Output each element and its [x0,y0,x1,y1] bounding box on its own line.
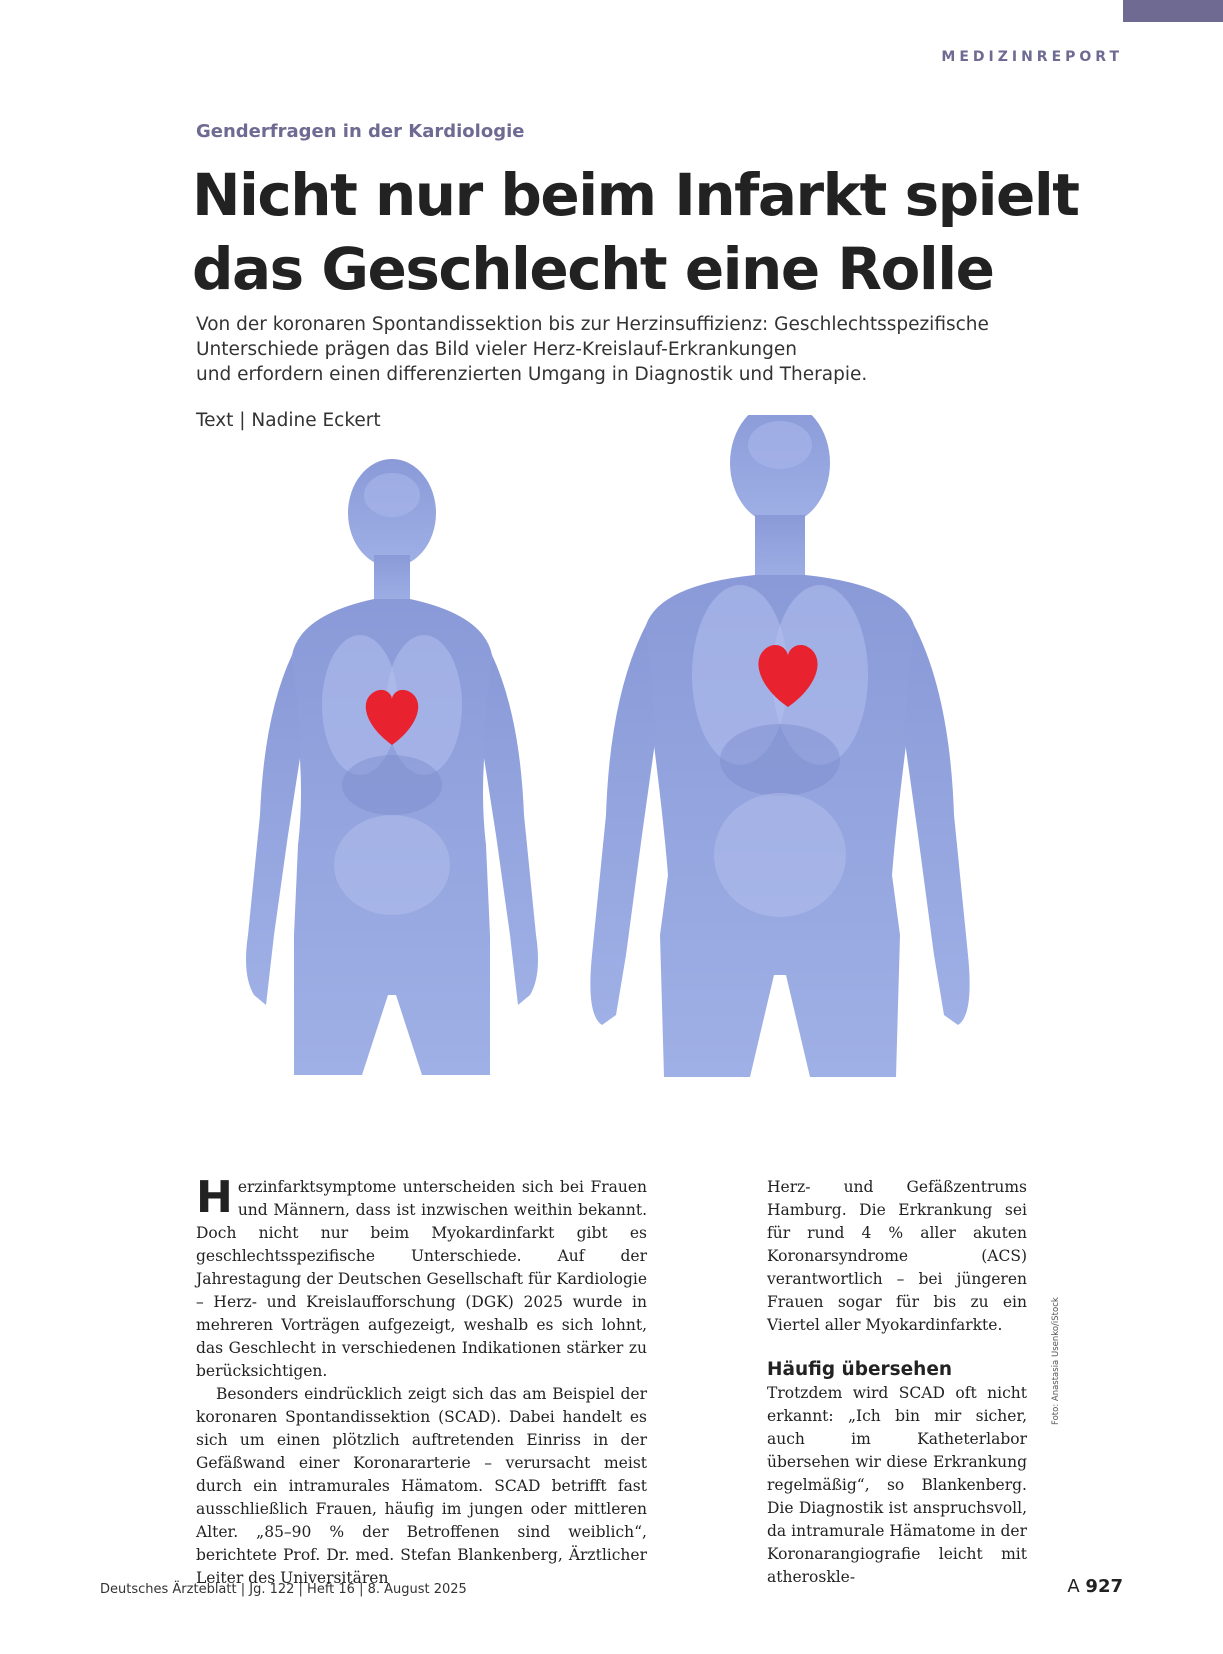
paragraph-1-text: erzinfarktsymptome unterscheiden sich bei Frauen und Männern, dass ist inzwischen weithin bekannt. Doch nicht nur beim Myokardinfarkt gibt es geschlechtsspezifische Unterschiede. Auf der Jahrestagung der Deutschen Gesellschaft für Kardiologie – Herz- und Kreislaufforschung (DGK) 2025 wurde in mehreren Vorträgen aufgezeigt, weshalb es sich lohnt, das Geschlecht in verschiedenen Indikationen stärker zu berücksichtigen. [196,1178,647,1380]
article-paragraph-3: Herz- und Gefäßzentrums Hamburg. Die Erkrankung sei für rund 4 % aller akuten Koronarsyndrome (ACS) verantwortlich – bei jüngeren Frauen sogar für bis zu ein Viertel aller Myokardinfarkte. [767,1178,1027,1334]
lede-line-1: Von der koronaren Spontandissektion bis zur Herzinsuffizienz: Geschlechtsspezifische [196,314,989,335]
headline-line-1: Nicht nur beim Infarkt spielt [192,161,1079,229]
article-paragraph-1 [196,1172,647,1383]
article-headline [192,158,1092,306]
page-number: 927 [1085,1576,1123,1597]
article-column-left [196,1172,647,1590]
drop-cap: H [196,1172,233,1223]
article-paragraph-4: Trotzdem wird SCAD oft nicht erkannt: „Ich bin mir sicher, auch im Katheterlabor übersehen wir diese Erkrankung regelmäßig“, so Blankenberg. Die Diagnostik ist anspruchsvoll, da intramurale Hämatome in der Koronarangiografie leicht mit atheroskle- [767,1384,1027,1586]
photo-credit: Foto: Anastasia Usenko/iStock [1051,1297,1061,1425]
lede-line-3: und erfordern einen differenzierten Umgang in Diagnostik und Therapie. [196,364,868,385]
page-prefix: A [1067,1576,1080,1597]
footer-page-number [1067,1576,1123,1597]
article-column-right [767,1176,1027,1589]
lede-line-2: Unterschiede prägen das Bild vieler Herz-Kreislauf-Erkrankungen [196,339,797,360]
section-label: MEDIZINREPORT [941,49,1123,65]
male-anatomy-figure [590,415,969,1077]
article-kicker: Genderfragen in der Kardiologie [196,121,525,142]
article-subheading: Häufig übersehen [767,1359,953,1380]
corner-accent-bar [1123,0,1223,22]
female-anatomy-figure [246,459,538,1075]
byline: Text | Nadine Eckert [196,410,381,431]
footer-journal-info: Deutsches Ärzteblatt | Jg. 122 | Heft 16 | 8. August 2025 [100,1582,467,1597]
article-paragraph-2: Besonders eindrücklich zeigt sich das am Beispiel der koronaren Spontandissektion (SCAD). Dabei handelt es sich um einen plötzlich auftretenden Einriss in der Gefäßwand einer Koronararterie – verursacht meist durch ein intramurales Hämatom. SCAD betrifft fast ausschließlich Frauen, häufig im jungen oder mittleren Alter. „85–90 % der Betroffenen sind weiblich“, berichtete Prof. Dr. med. Stefan Blankenberg, Ärztlicher Leiter des Universitären [196,1385,647,1587]
headline-line-2: das Geschlecht eine Rolle [192,235,994,303]
anatomy-illustration [190,415,1050,1140]
article-lede [196,312,989,387]
